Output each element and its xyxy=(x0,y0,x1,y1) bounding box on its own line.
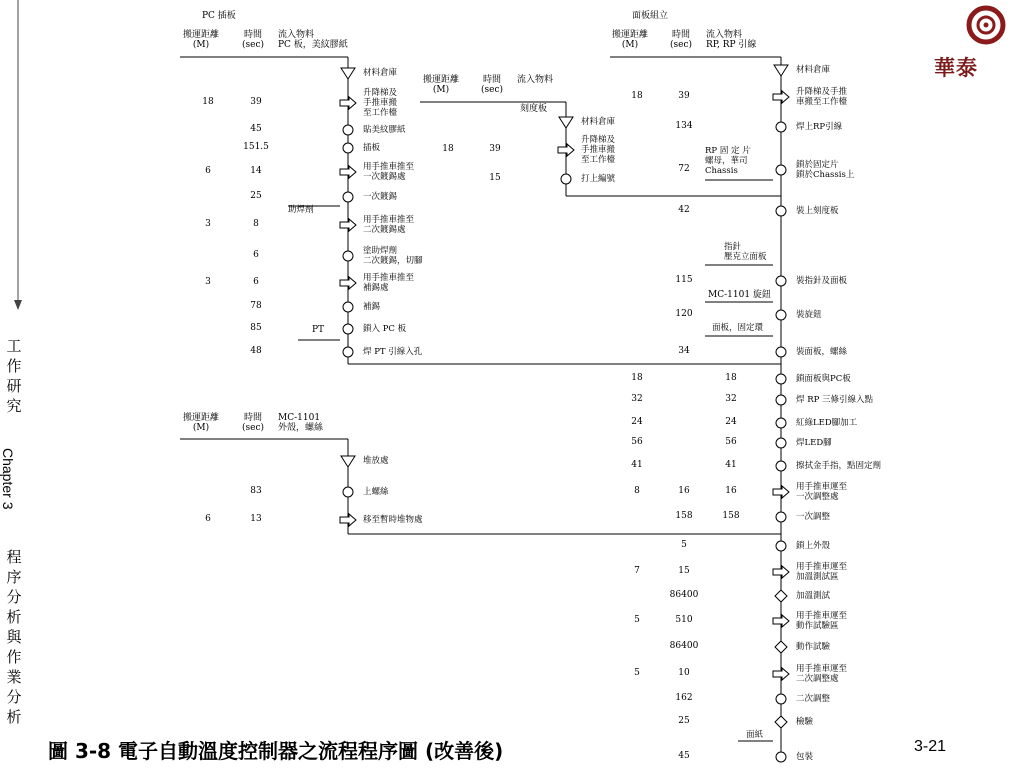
page-number: 3-21 xyxy=(914,738,947,755)
section-title: 面板組立 xyxy=(632,11,669,21)
operation-symbol xyxy=(343,192,353,202)
operation-symbol xyxy=(343,324,353,334)
operation-symbol xyxy=(776,395,786,405)
step-label: 升降梯及 手推車搬 至工作檯 xyxy=(581,135,616,165)
step-distance: 24 xyxy=(631,417,643,427)
step-time: 78 xyxy=(250,301,262,311)
operation-symbol xyxy=(776,122,786,132)
section-title: PC 插板 xyxy=(202,11,236,21)
step-label: 用手推車推至 二次鍍錫處 xyxy=(363,215,415,235)
step-distance: 6 xyxy=(205,514,211,524)
step-time: 24 xyxy=(725,417,737,427)
operation-symbol xyxy=(776,276,786,286)
step-time: 6 xyxy=(253,277,259,287)
step-label: 插板 xyxy=(363,143,381,153)
step-distance: 158 xyxy=(675,511,693,521)
step-label: 材料倉庫 xyxy=(363,68,398,78)
step-time: 42 xyxy=(678,205,690,215)
header-distance: 搬運距離 (M) xyxy=(182,30,220,50)
step-label: 裝指針及面板 xyxy=(796,276,848,286)
inspection-symbol xyxy=(775,590,787,602)
step-time: 39 xyxy=(678,91,690,101)
step-time: 158 xyxy=(722,511,740,521)
operation-symbol xyxy=(776,438,786,448)
operation-symbol xyxy=(776,374,786,384)
step-time: 115 xyxy=(675,275,693,285)
step-label: 貼美紋膠紙 xyxy=(363,125,406,135)
operation-symbol xyxy=(776,347,786,357)
sidebar-char: 究 xyxy=(6,397,22,415)
dial-input-label: 刻度板 xyxy=(520,104,548,114)
step-label: 堆放處 xyxy=(363,456,389,466)
step-label: 包裝 xyxy=(796,752,814,762)
step-label: 用手推車運至 動作試驗區 xyxy=(796,611,848,631)
input-label: 指針 壓克立面板 xyxy=(724,242,767,262)
step-label: 鎖於固定片 鎖於Chassis上 xyxy=(796,160,855,180)
input-label: 面紙 xyxy=(746,730,764,740)
operation-symbol xyxy=(343,347,353,357)
step-label: 焊 PT 引線入孔 xyxy=(363,347,423,357)
step-time: 34 xyxy=(678,346,690,356)
step-distance: 510 xyxy=(675,615,693,625)
operation-symbol xyxy=(776,541,786,551)
step-label: 焊LED腳 xyxy=(796,438,832,448)
sidebar-char: 分 xyxy=(6,688,22,706)
step-label: 一次鍍錫 xyxy=(363,192,398,202)
step-distance: 8 xyxy=(634,486,640,496)
step-distance: 10 xyxy=(678,668,690,678)
step-distance: 18 xyxy=(631,373,643,383)
step-distance: 32 xyxy=(631,394,643,404)
step-time: 151.5 xyxy=(243,142,269,152)
step-label: 材料倉庫 xyxy=(581,117,616,127)
step-label: 鎖面板與PC板 xyxy=(796,374,851,384)
step-time: 41 xyxy=(725,460,737,470)
sidebar-char: 析 xyxy=(6,708,22,726)
step-distance: 25 xyxy=(678,716,690,726)
step-time: 45 xyxy=(250,124,262,134)
sidebar-char: 程 xyxy=(6,548,22,566)
sidebar-char: 作 xyxy=(6,648,22,666)
brand-name: 華泰 xyxy=(934,55,978,80)
step-label: 用手推車推至 補錫處 xyxy=(363,273,415,293)
operation-symbol xyxy=(776,512,786,522)
step-time: 39 xyxy=(489,144,501,154)
step-distance: 45 xyxy=(678,751,690,761)
step-distance: 56 xyxy=(631,437,643,447)
step-distance: 7 xyxy=(634,566,640,576)
sidebar-chapter: Chapter 3 xyxy=(0,448,16,510)
input-label: 面板，固定環 xyxy=(712,323,764,333)
step-label: 用手推車推至 一次鍍錫處 xyxy=(363,162,415,182)
step-distance: 162 xyxy=(675,693,693,703)
step-label: 一次調整 xyxy=(796,512,831,522)
operation-symbol xyxy=(343,302,353,312)
step-label: 用手推車運至 加溫測試區 xyxy=(796,562,848,582)
step-distance: 18 xyxy=(631,91,643,101)
operation-symbol xyxy=(776,461,786,471)
step-time: 134 xyxy=(675,121,693,131)
operation-symbol xyxy=(776,418,786,428)
step-label: 補錫 xyxy=(363,302,381,312)
operation-symbol xyxy=(776,310,786,320)
step-label: 材料倉庫 xyxy=(796,65,831,75)
header-input: 流入物料 xyxy=(517,75,554,85)
step-label: 焊 RP 三條引線入點 xyxy=(796,395,874,405)
input-label: MC-1101 旋鈕 xyxy=(708,290,771,300)
header-time: 時間 (sec) xyxy=(241,413,265,433)
step-time: 85 xyxy=(250,323,262,333)
header-distance: 搬運距離 (M) xyxy=(611,30,649,50)
header-input: MC-1101 外殼，螺絲 xyxy=(278,413,324,433)
step-label: 裝旋鈕 xyxy=(796,310,822,320)
sidebar-char: 工 xyxy=(6,337,22,355)
step-distance: 15 xyxy=(678,566,690,576)
step-distance: 6 xyxy=(205,166,211,176)
step-time: 6 xyxy=(253,250,259,260)
step-distance: 41 xyxy=(631,460,643,470)
operation-symbol xyxy=(776,752,786,762)
storage-symbol xyxy=(559,117,573,128)
step-label: 加溫測試 xyxy=(796,591,831,601)
step-time: 8 xyxy=(253,219,259,229)
step-time: 13 xyxy=(250,514,262,524)
step-distance: 5 xyxy=(681,540,687,550)
step-time: 48 xyxy=(250,346,262,356)
step-time: 72 xyxy=(678,164,690,174)
input-label: PT xyxy=(312,325,325,335)
sidebar-char: 分 xyxy=(6,588,22,606)
step-time: 25 xyxy=(250,191,262,201)
step-label: 上螺絲 xyxy=(363,487,389,497)
operation-symbol xyxy=(776,206,786,216)
step-time: 56 xyxy=(725,437,737,447)
figure-caption: 圖 3-8 電子自動溫度控制器之流程程序圖 (改善後) xyxy=(48,739,504,763)
step-time: 120 xyxy=(675,309,693,319)
operation-symbol xyxy=(776,165,786,175)
sidebar-char: 業 xyxy=(6,668,22,686)
header-time: 時間 (sec) xyxy=(241,30,265,50)
step-label: 鎖上外殼 xyxy=(796,541,831,551)
inspection-symbol xyxy=(775,641,787,653)
step-label: 移至暫時堆物處 xyxy=(363,515,423,525)
step-label: 檢驗 xyxy=(796,717,814,727)
header-time: 時間 (sec) xyxy=(669,30,693,50)
step-distance: 16 xyxy=(678,486,690,496)
step-time: 18 xyxy=(725,373,737,383)
step-label: 升降梯及 手推車搬 至工作檯 xyxy=(363,88,398,118)
step-time: 83 xyxy=(250,486,262,496)
step-label: 打上編號 xyxy=(581,174,616,184)
operation-symbol xyxy=(343,125,353,135)
header-input: 流入物料 PC 板，美紋膠紙 xyxy=(278,30,348,50)
sidebar-char: 研 xyxy=(6,377,22,395)
step-label: 擦拭金手指，點固定劑 xyxy=(796,461,882,471)
step-label: 裝面板，螺絲 xyxy=(796,347,848,357)
step-distance: 86400 xyxy=(669,641,699,651)
operation-symbol xyxy=(343,251,353,261)
step-label: 紅綠LED腳加工 xyxy=(796,418,858,428)
storage-symbol xyxy=(341,456,355,467)
header-distance: 搬運距離 (M) xyxy=(182,413,220,433)
step-time: 39 xyxy=(250,97,262,107)
operation-symbol xyxy=(343,487,353,497)
header-distance: 搬運距離 (M) xyxy=(422,75,460,95)
sidebar-char: 作 xyxy=(6,357,22,375)
step-label: 用手推車運至 二次調整處 xyxy=(796,664,848,684)
step-distance: 86400 xyxy=(669,590,699,600)
inspection-symbol xyxy=(775,716,787,728)
step-label: 用手推車運至 一次調整處 xyxy=(796,482,848,502)
step-time: 16 xyxy=(725,486,737,496)
step-label: 裝上刻度板 xyxy=(796,206,839,216)
sidebar-char: 析 xyxy=(6,608,22,626)
step-distance: 18 xyxy=(202,97,214,107)
step-time: 15 xyxy=(489,173,501,183)
storage-symbol xyxy=(341,68,355,79)
step-distance: 3 xyxy=(205,219,211,229)
step-label: 鎖入 PC 板 xyxy=(363,324,407,334)
operation-symbol xyxy=(343,143,353,153)
storage-symbol xyxy=(774,65,788,76)
step-time: 32 xyxy=(725,394,737,404)
step-label: 焊上RP引線 xyxy=(796,122,843,132)
step-label: 升降梯及手推 車搬至工作檯 xyxy=(796,87,848,107)
input-label: RP 固 定 片 螺母，華司 Chassis xyxy=(705,146,751,176)
header-input: 流入物料 RP, RP 引線 xyxy=(706,30,757,50)
sidebar-char: 與 xyxy=(6,628,22,646)
step-distance: 3 xyxy=(205,277,211,287)
step-label: 塗助焊劑 二次鍍錫，切腳 xyxy=(363,246,423,266)
step-time: 14 xyxy=(250,166,262,176)
header-time: 時間 (sec) xyxy=(480,75,504,95)
step-label: 二次調整 xyxy=(796,694,831,704)
step-distance: 18 xyxy=(442,144,454,154)
step-distance: 5 xyxy=(634,668,640,678)
step-distance: 5 xyxy=(634,615,640,625)
step-label: 動作試驗 xyxy=(796,642,831,652)
input-label: 助焊劑 xyxy=(288,205,314,215)
sidebar-char: 序 xyxy=(6,568,22,586)
operation-symbol xyxy=(776,694,786,704)
operation-symbol xyxy=(561,174,571,184)
